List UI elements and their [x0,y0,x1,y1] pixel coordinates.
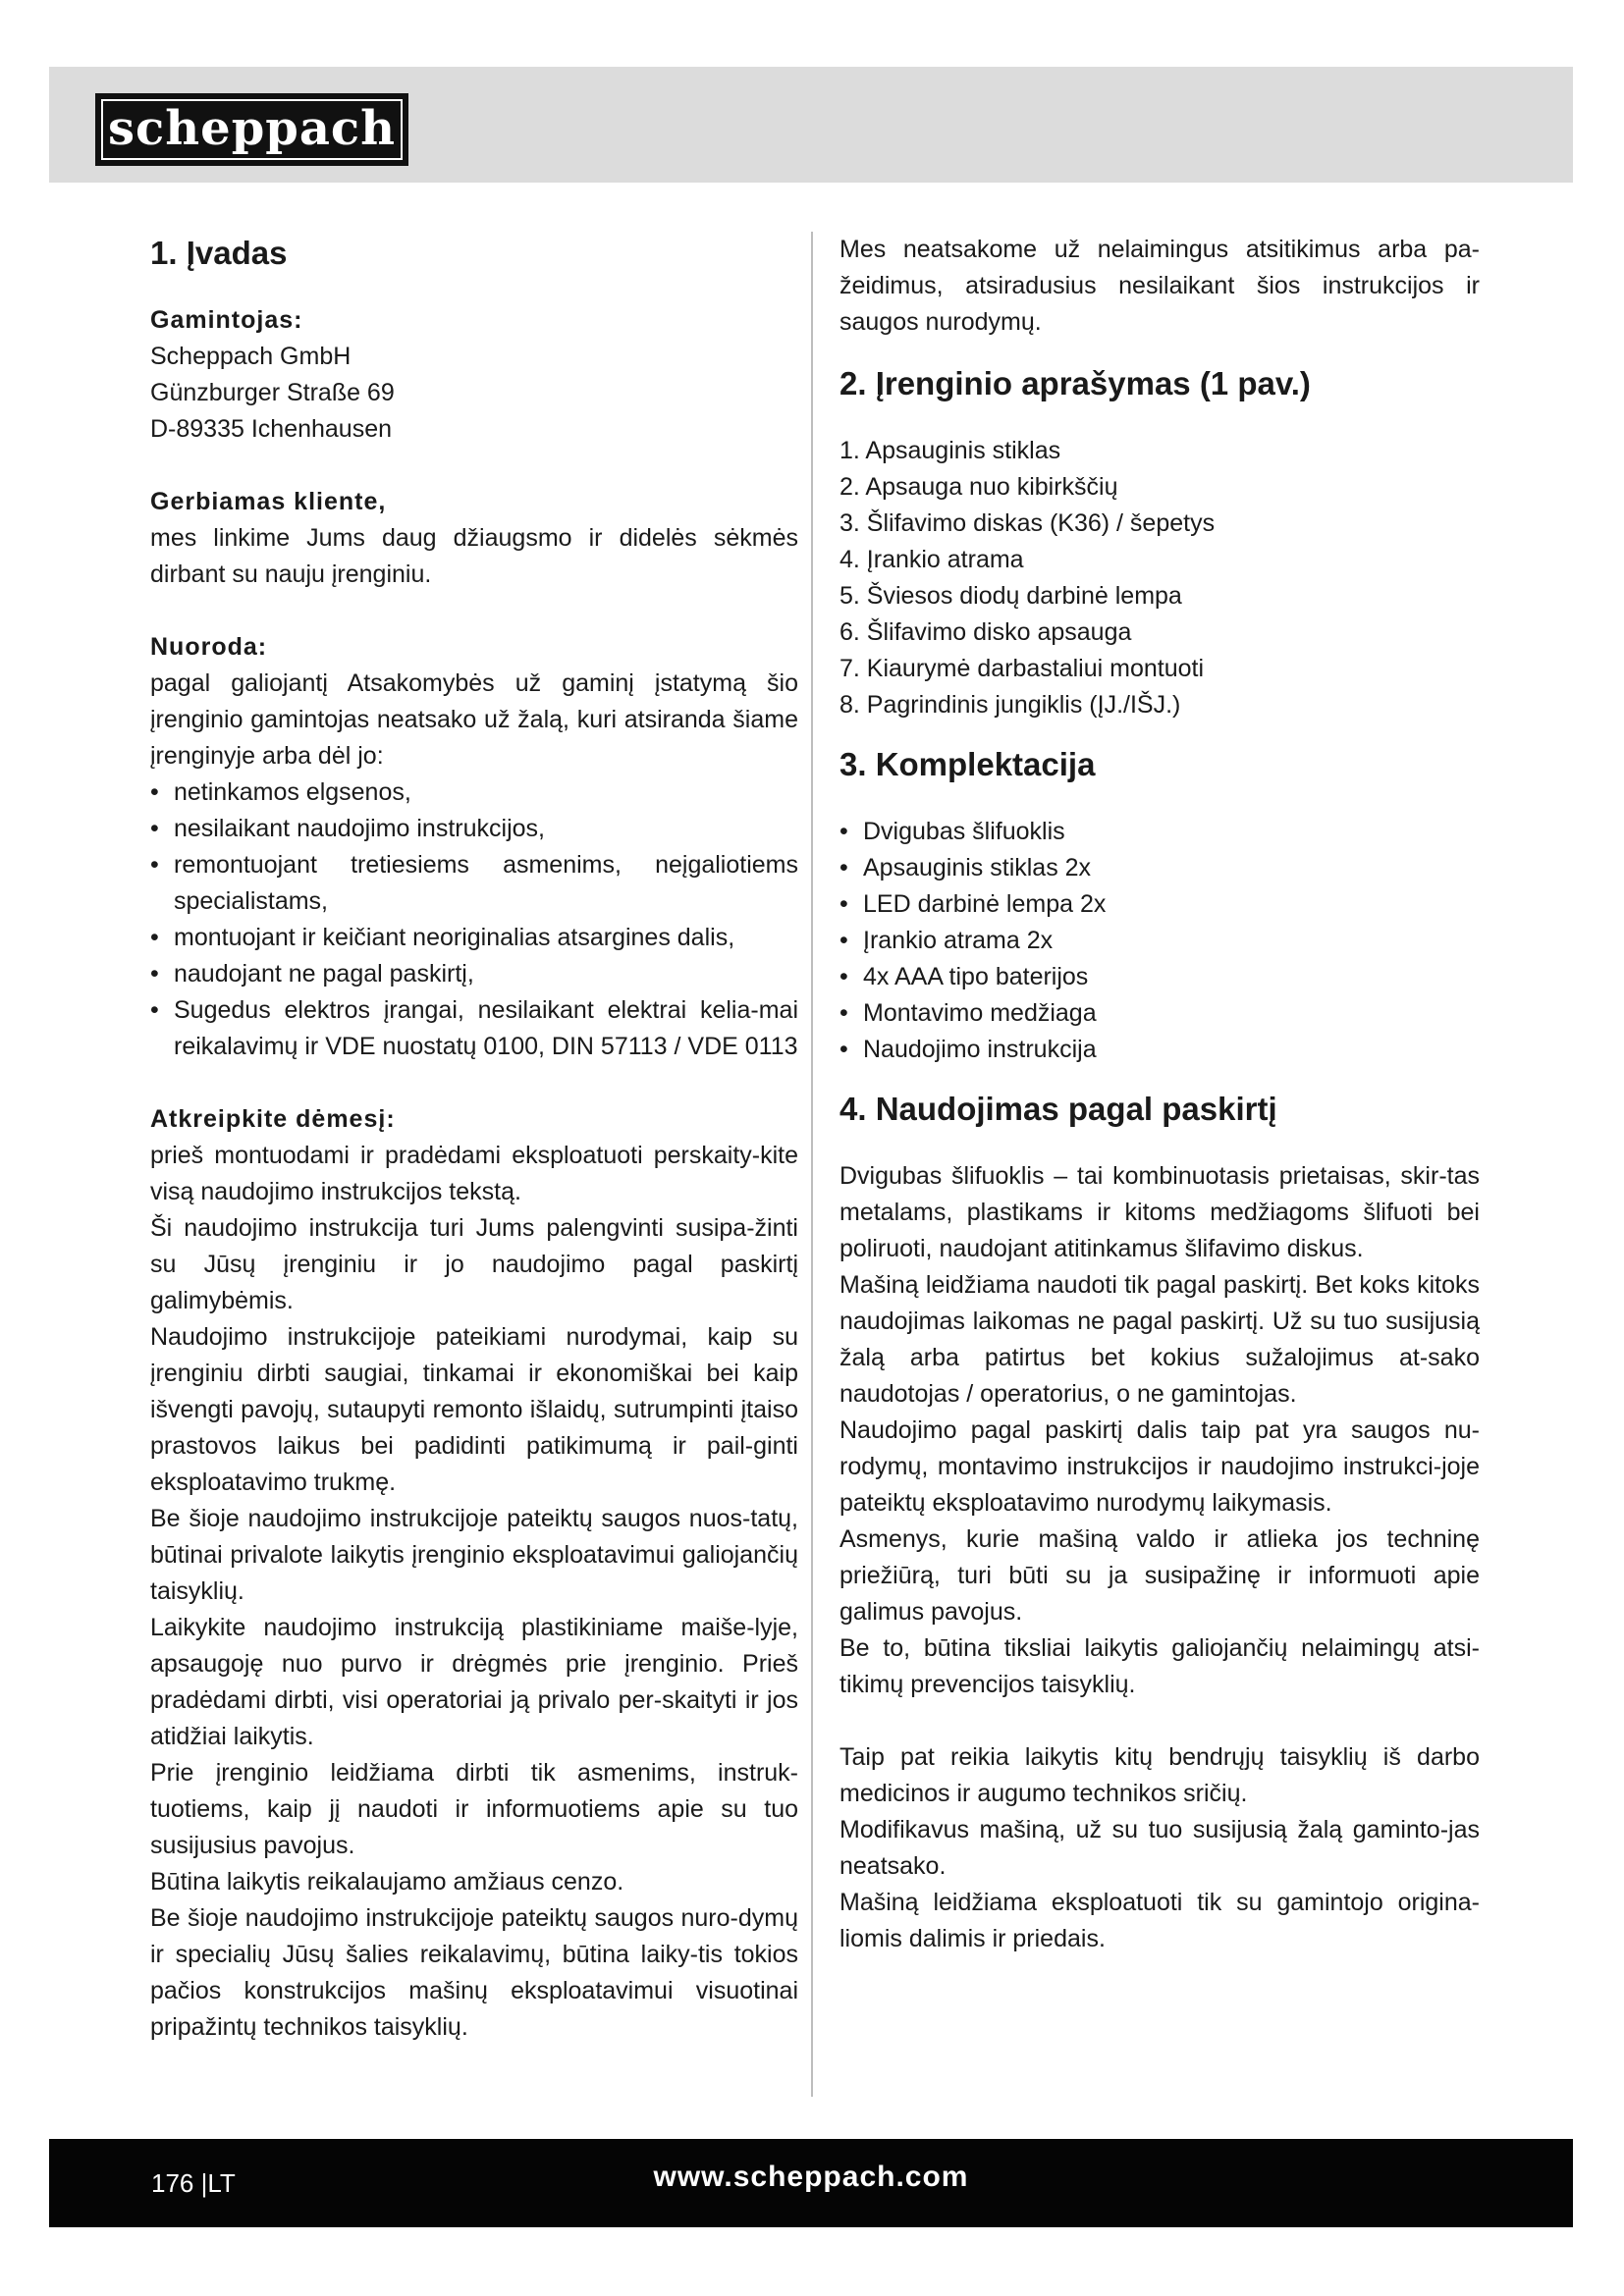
manufacturer-line: D-89335 Ichenhausen [150,415,393,443]
list-item: • LED darbinė lempa 2x [839,886,1480,923]
attention-paragraph: Laikykite naudojimo instrukciją plastikiniame maiše-lyje, apsaugoję nuo purvo ir drėgmės prie įrenginio. Prieš pradėdami dirbti, visi operatoriai ją privalo per-skaityti ir jos atidžiai laikytis. [150,1614,798,1750]
use-paragraph: Asmenys, kurie mašiną valdo ir atlieka jos techninę priežiūrą, turi būti su ja susipažinę ir informuoti apie galimus pavojus. [839,1525,1480,1626]
list-item: • naudojant ne pagal paskirtį, [150,956,798,992]
page-number: 176 |LT [151,2168,236,2198]
manufacturer-label: Gamintojas: [150,306,303,334]
note-bullet-list [150,774,798,1065]
attention-label: Atkreipkite dėmesį: [150,1105,396,1133]
other-paragraph: Modifikavus mašiną, už su tuo susijusią žalą gaminto-jas neatsako. [839,1816,1480,1880]
list-item: • Apsauginis stiklas 2x [839,850,1480,886]
other-paragraph: Mašiną leidžiama eksploatuoti tik su gamintojo origina-liomis dalimis ir priedais. [839,1889,1480,1952]
use-paragraph: Naudojimo pagal paskirtį dalis taip pat yra saugos nu-rodymų, montavimo instrukcijos ir naudojimo instrukci-joje pateiktų eksploatavimo nurodymų laikymasis. [839,1416,1480,1517]
right-column [839,232,1480,1957]
attention-paragraph: Prie įrenginio leidžiama dirbti tik asmenims, instruk-tuotiems, kaip jį naudoti ir informuotiems apie su tuo susijusius pavojus. [150,1759,798,1859]
list-item: • montuojant ir keičiant neoriginalias atsargines dalis, [150,920,798,956]
attention-paragraph: Ši naudojimo instrukcija turi Jums palengvinti susipa-žinti su Jūsų įrenginiu ir jo naudojimo pagal paskirtį galimybėmis. [150,1214,798,1314]
list-item: 1. Apsauginis stiklas [839,437,1061,464]
note-label: Nuoroda: [150,633,268,661]
footer-band [49,2139,1573,2227]
list-item: 8. Pagrindinis jungiklis (ĮJ./IŠJ.) [839,691,1181,719]
disclaimer-text: Mes neatsakome už nelaimingus atsitikimus arba pa-žeidimus, atsiradusius nesilaikant šios instrukcijos ir saugos nurodymų. [839,236,1480,336]
manufacturer-line: Günzburger Straße 69 [150,379,395,406]
kit-list [839,814,1480,1068]
section-title-intro: 1. Įvadas [150,235,288,271]
scheppach-logo: scheppach [95,93,408,166]
list-item: • 4x AAA tipo baterijos [839,959,1480,995]
list-item: • netinkamos elgsenos, [150,774,798,811]
list-item: 7. Kiaurymė darbastaliui montuoti [839,655,1205,682]
use-paragraph: Mašiną leidžiama naudoti tik pagal paskirtį. Bet koks kitoks naudojimas laikomas ne pagal paskirtį. Už su tuo susijusią žalą arba patirtus bet kokius sužalojimus at-sako naudotojas / operatorius, o ne gamintojas. [839,1271,1480,1408]
list-item: • Montavimo medžiaga [839,995,1480,1032]
use-paragraph: Be to, būtina tiksliai laikytis galiojančių nelaimingų atsi-tikimų prevencijos taisyklių. [839,1634,1480,1698]
customer-label: Gerbiamas kliente, [150,488,387,515]
other-paragraph: Taip pat reikia laikytis kitų bendrųjų taisyklių iš darbo medicinos ir augumo technikos sričių. [839,1743,1480,1807]
customer-text: mes linkime Jums daug džiaugsmo ir didelės sėkmės dirbant su nauju įrenginiu. [150,524,798,588]
list-item: 4. Įrankio atrama [839,546,1024,573]
attention-paragraph: Be šioje naudojimo instrukcijoje pateiktų saugos nuro-dymų ir specialių Jūsų šalies reikalavimų, būtina laiky-tis tokios pačios konstrukcijos mašinų eksploatavimui visuotinai pripažintų technikos taisyklių. [150,1904,798,2041]
list-item: • Sugedus elektros įrangai, nesilaikant elektrai kelia-mai reikalavimų ir VDE nuostatų 0100, DIN 57113 / VDE 0113 [150,992,798,1065]
list-item: • nesilaikant naudojimo instrukcijos, [150,811,798,847]
parts-list [839,433,1480,723]
manufacturer-line: Scheppach GmbH [150,343,352,370]
header-band [49,67,1573,183]
section-title-description: 2. Įrenginio aprašymas (1 pav.) [839,365,1311,401]
attention-paragraph: Be šioje naudojimo instrukcijoje pateiktų saugos nuos-tatų, būtinai privalote laikytis įrenginio eksploatavimui galiojančių taisyklių. [150,1505,798,1605]
list-item: • Įrankio atrama 2x [839,923,1480,959]
list-item: 5. Šviesos diodų darbinė lempa [839,582,1182,610]
section-title-intended-use: 4. Naudojimas pagal paskirtį [839,1091,1277,1127]
list-item: 3. Šlifavimo diskas (K36) / šepetys [839,509,1216,537]
attention-paragraph: prieš montuodami ir pradėdami eksploatuoti perskaity-kite visą naudojimo instrukcijos tekstą. [150,1142,798,1205]
list-item: • remontuojant tretiesiems asmenims, neįgaliotiems specialistams, [150,847,798,920]
section-title-kit: 3. Komplektacija [839,746,1096,782]
use-paragraph: Dvigubas šlifuoklis – tai kombinuotasis prietaisas, skir-tas metalams, plastikams ir kitoms medžiagoms šlifuoti bei poliruoti, naudojant atitinkamus šlifavimo diskus. [839,1162,1480,1262]
attention-paragraph: Būtina laikytis reikalaujamo amžiaus cenzo. [150,1868,624,1896]
list-item: • Dvigubas šlifuoklis [839,814,1480,850]
column-divider [811,232,813,2097]
left-column [150,232,798,2046]
website-url: www.scheppach.com [653,2161,969,2193]
note-text: pagal galiojantį Atsakomybės už gaminį įstatymą šio įrenginio gamintojas neatsako už žalą, kuri atsiranda šiame įrenginyje arba dėl jo: [150,669,798,770]
list-item: • Naudojimo instrukcija [839,1032,1480,1068]
list-item: 6. Šlifavimo disko apsauga [839,618,1132,646]
attention-paragraph: Naudojimo instrukcijoje pateikiami nurodymai, kaip su įrenginiu dirbti saugiai, tinkamai ir ekonomiškai bei kaip išvengti pavojų, sutaupyti remonto išlaidų, sutrumpinti įtaiso prastovos laikus bei padidinti patikimumą ir pail-ginti eksploatavimo trukmę. [150,1323,798,1496]
list-item: 2. Apsauga nuo kibirkščių [839,473,1118,501]
